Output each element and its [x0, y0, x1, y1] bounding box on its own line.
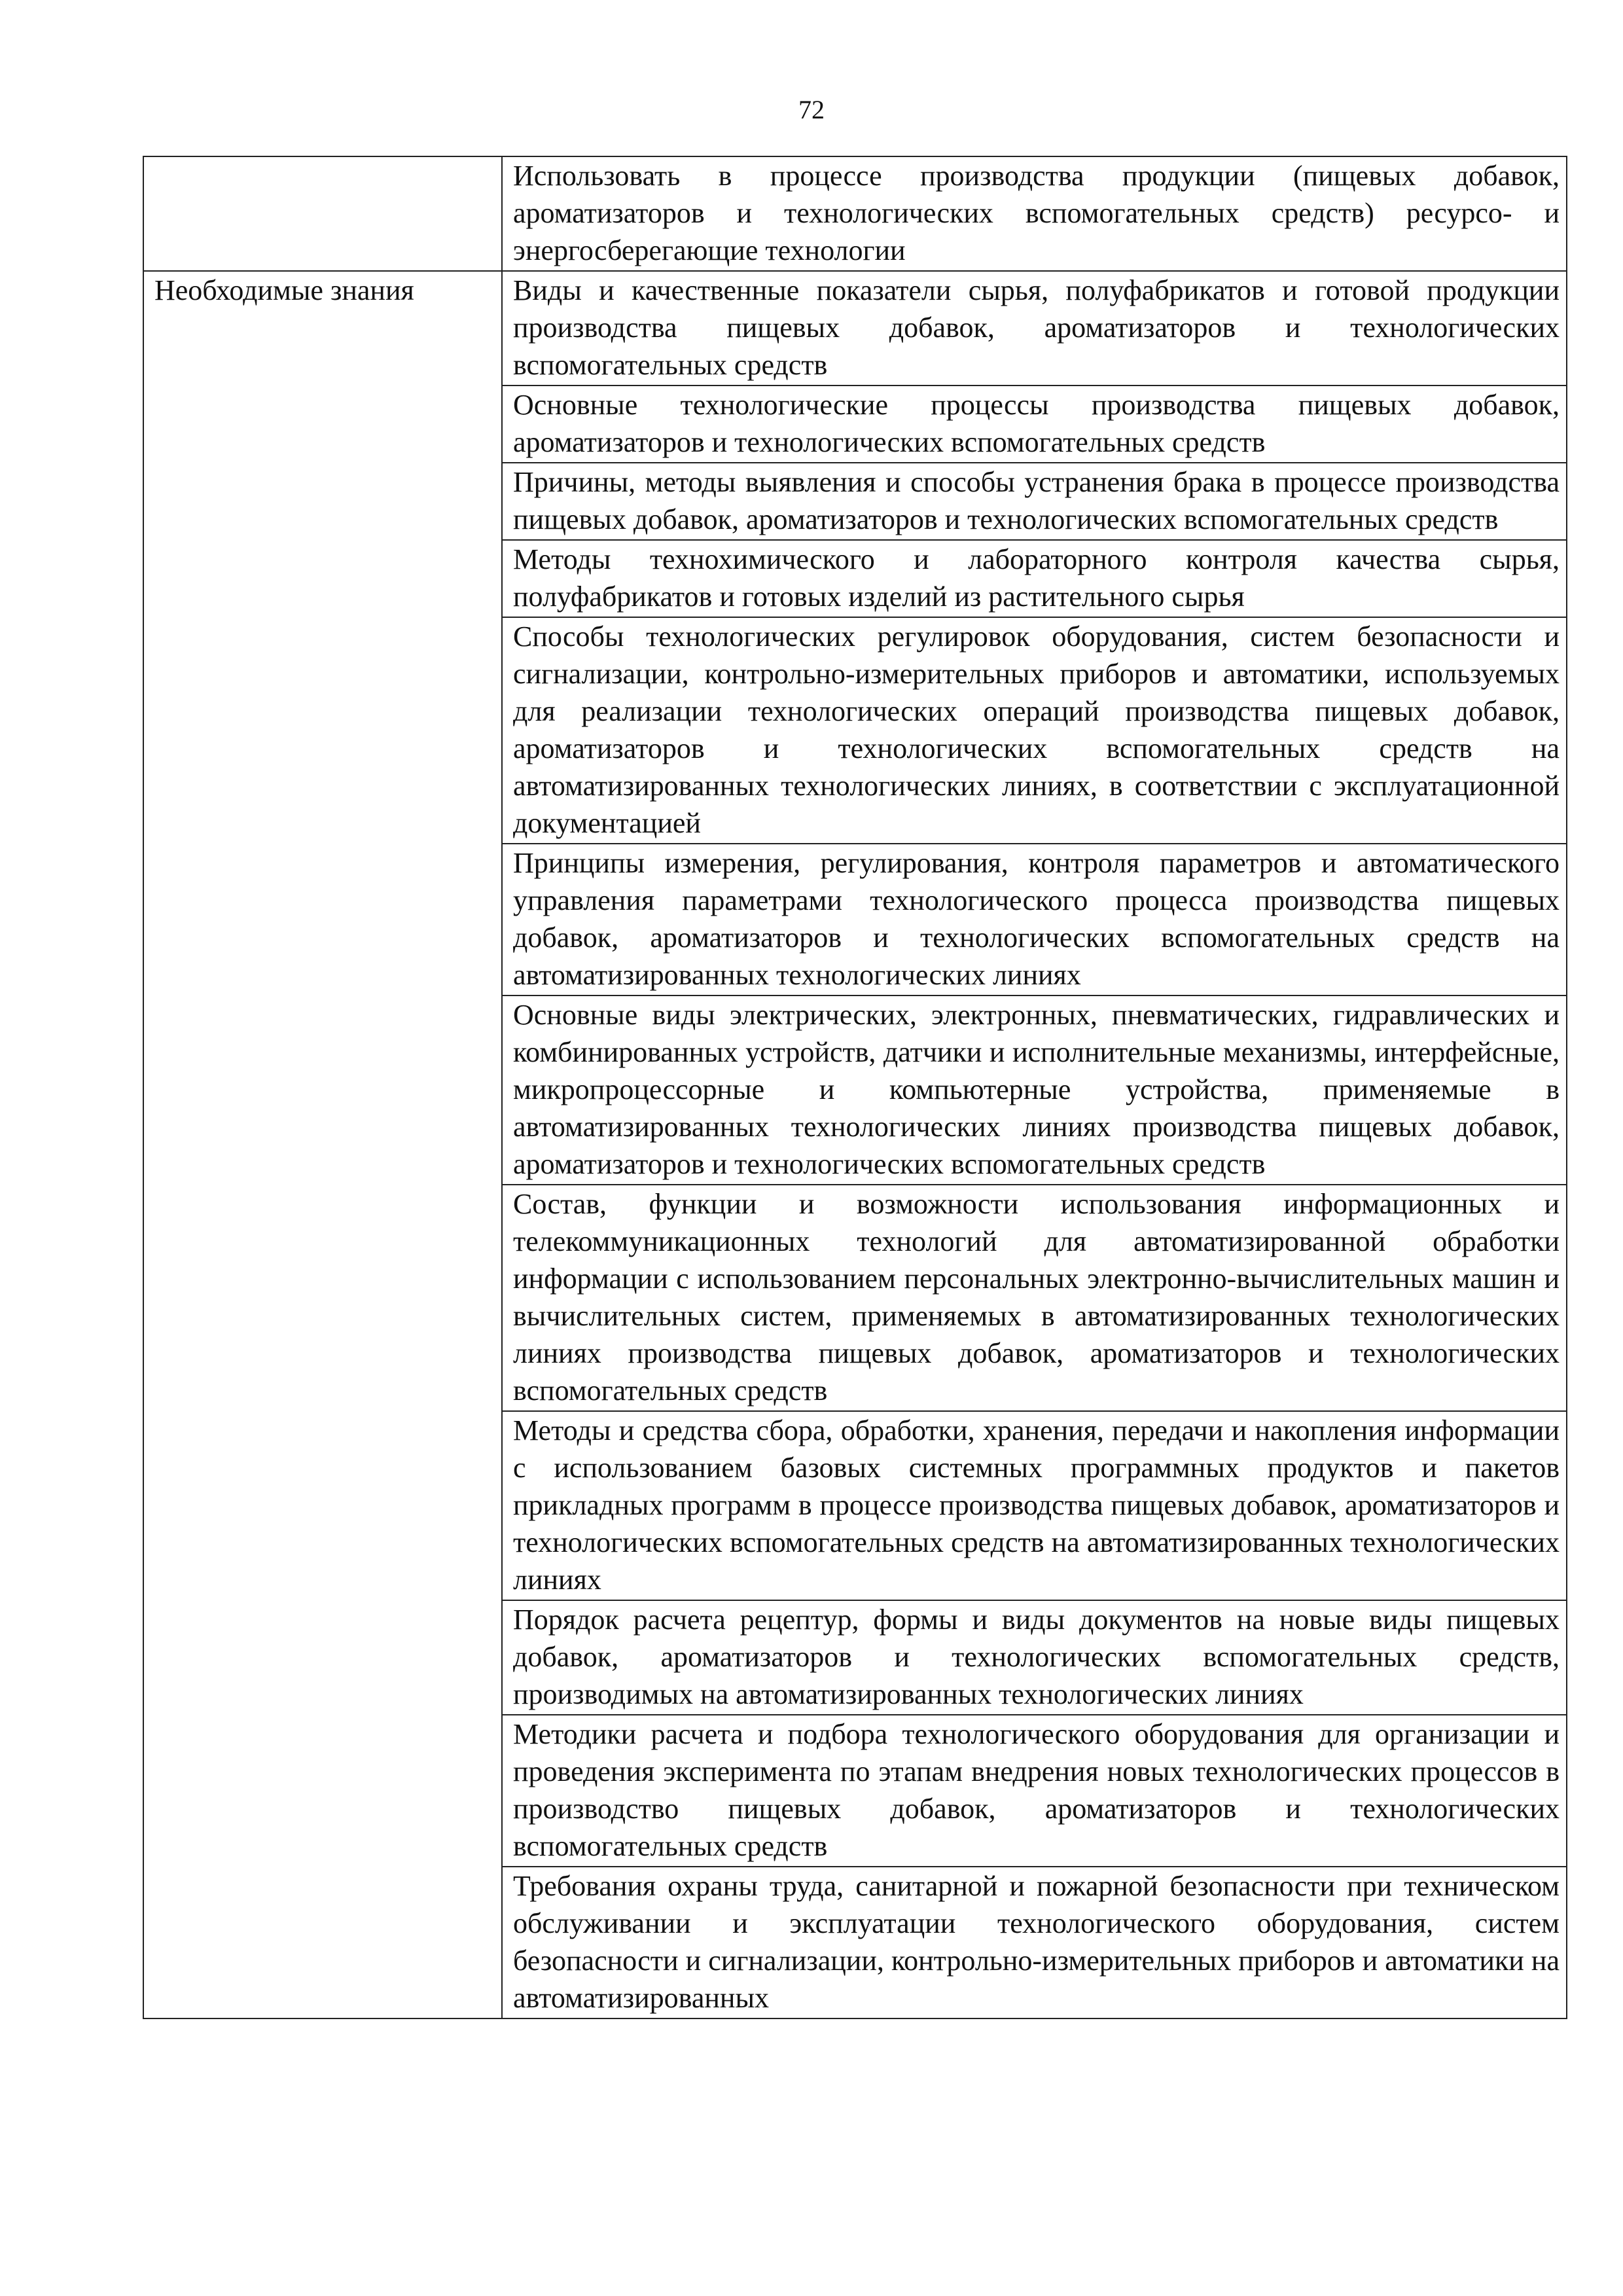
table-cell-text: Использовать в процессе производства продукции (пищевых добавок, ароматизаторов и технологических вспомогательных средств) ресурсо- и энергосберегающие технологии — [502, 156, 1567, 271]
knowledge-item: Способы технологических регулировок оборудования, систем безопасности и сигнализации, контрольно-измерительных приборов и автоматики, используемых для реализации технологических операций производства пищевых добавок, ароматизаторов и технологических вспомогательных средств на автоматизированных технологических линиях, в соответствии с эксплуатационной документацией — [502, 617, 1567, 844]
knowledge-item: Состав, функции и возможности использования информационных и телекоммуникационных технологий для автоматизированной обработки информации с использованием персональных электронно-вычислительных машин и вычислительных систем, применяемых в автоматизированных технологических линиях производства пищевых добавок, ароматизаторов и технологических вспомогательных средств — [502, 1185, 1567, 1411]
section-label: Необходимые знания — [143, 271, 502, 2018]
knowledge-table — [143, 156, 1567, 2019]
knowledge-item: Основные технологические процессы производства пищевых добавок, ароматизаторов и технологических вспомогательных средств — [502, 386, 1567, 463]
knowledge-item: Принципы измерения, регулирования, контроля параметров и автоматического управления параметрами технологического процесса производства пищевых добавок, ароматизаторов и технологических вспомогательных средств на автоматизированных технологических линиях — [502, 844, 1567, 996]
knowledge-item: Причины, методы выявления и способы устранения брака в процессе производства пищевых добавок, ароматизаторов и технологических вспомогательных средств — [502, 463, 1567, 540]
table-cell-empty — [143, 156, 502, 271]
knowledge-item: Методы и средства сбора, обработки, хранения, передачи и накопления информации с использованием базовых системных программных продуктов и пакетов прикладных программ в процессе производства пищевых добавок, ароматизаторов и технологических вспомогательных средств на автоматизированных технологических линиях — [502, 1411, 1567, 1600]
knowledge-item: Порядок расчета рецептур, формы и виды документов на новые виды пищевых добавок, ароматизаторов и технологических вспомогательных средств, производимых на автоматизированных технологических линиях — [502, 1600, 1567, 1715]
knowledge-item: Методики расчета и подбора технологического оборудования для организации и проведения эксперимента по этапам внедрения новых технологических процессов в производство пищевых добавок, ароматизаторов и технологических вспомогательных средств — [502, 1715, 1567, 1867]
knowledge-item: Требования охраны труда, санитарной и пожарной безопасности при техническом обслуживании и эксплуатации технологического оборудования, систем безопасности и сигнализации, контрольно-измерительных приборов и автоматики на автоматизированных — [502, 1867, 1567, 2018]
knowledge-item: Основные виды электрических, электронных, пневматических, гидравлических и комбинированных устройств, датчики и исполнительные механизмы, интерфейсные, микропроцессорные и компьютерные устройства, применяемые в автоматизированных технологических линиях производства пищевых добавок, ароматизаторов и технологических вспомогательных средств — [502, 996, 1567, 1185]
page-number: 72 — [798, 95, 825, 124]
table-row — [143, 271, 1567, 386]
knowledge-item: Методы технохимического и лабораторного контроля качества сырья, полуфабрикатов и готовых изделий из растительного сырья — [502, 540, 1567, 617]
knowledge-item: Виды и качественные показатели сырья, полуфабрикатов и готовой продукции производства пищевых добавок, ароматизаторов и технологических вспомогательных средств — [502, 271, 1567, 386]
table-row — [143, 156, 1567, 271]
